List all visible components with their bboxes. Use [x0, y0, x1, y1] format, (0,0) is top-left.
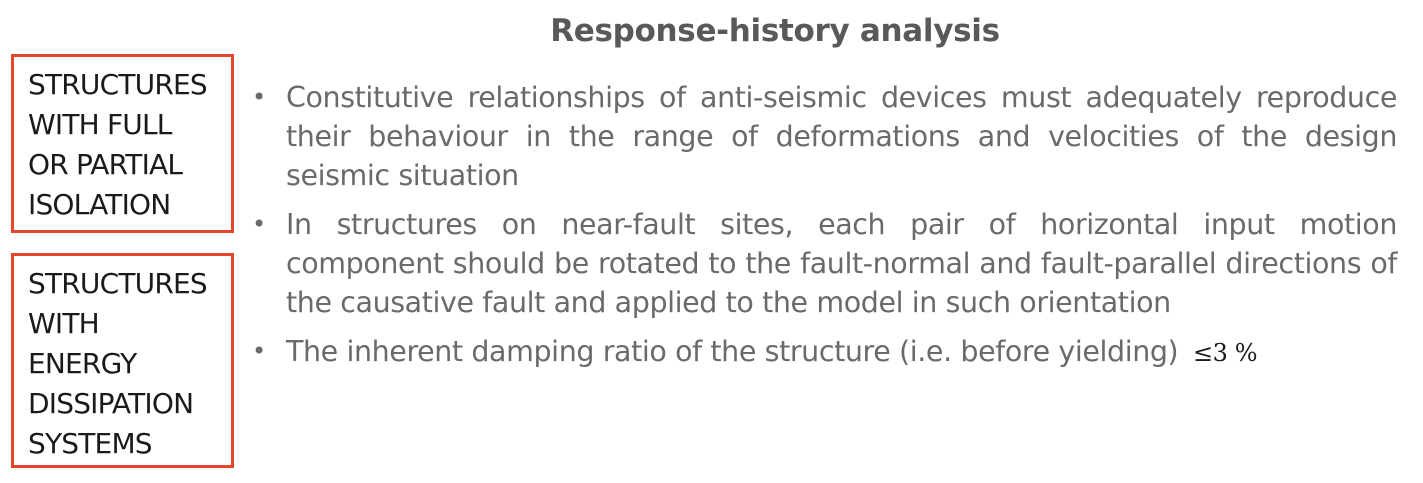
- bullet-item: [252, 332, 1397, 373]
- bullet-text: The inherent damping ratio of the structure (i.e. before yielding): [286, 335, 1179, 368]
- bullet-text: In structures on near-fault sites, each pair of horizontal input motion component should be rotated to the fault-normal and fault-parallel directions of the causative fault and applied to the model in such orientation: [286, 208, 1397, 319]
- box-energy-dissipation-line: SYSTEMS: [28, 427, 152, 460]
- box-isolation: [11, 54, 234, 233]
- box-isolation-line: WITH FULL: [28, 108, 172, 141]
- slide-title: Response-history analysis: [550, 13, 1000, 49]
- bullet-icon: •: [252, 210, 266, 238]
- box-isolation-line: STRUCTURES: [28, 68, 207, 101]
- bullet-item: [252, 205, 1397, 322]
- bullet-item: [252, 78, 1397, 195]
- bullet-text: Constitutive relationships of anti-seismic devices must adequately reproduce their behaviour in the range of deformations and velocities of the design seismic situation: [286, 81, 1397, 192]
- box-energy-dissipation-line: WITH: [28, 307, 99, 340]
- box-energy-dissipation-line: ENERGY: [28, 347, 137, 380]
- damping-math-expression: ≤3 %: [1192, 339, 1258, 367]
- box-energy-dissipation: [11, 253, 234, 468]
- box-energy-dissipation-line: DISSIPATION: [28, 387, 194, 420]
- box-energy-dissipation-line: STRUCTURES: [28, 267, 207, 300]
- box-isolation-line: OR PARTIAL: [28, 148, 183, 181]
- bullet-icon: •: [252, 337, 266, 365]
- bullet-list: [252, 78, 1397, 383]
- box-isolation-line: ISOLATION: [28, 188, 171, 221]
- bullet-icon: •: [252, 83, 266, 111]
